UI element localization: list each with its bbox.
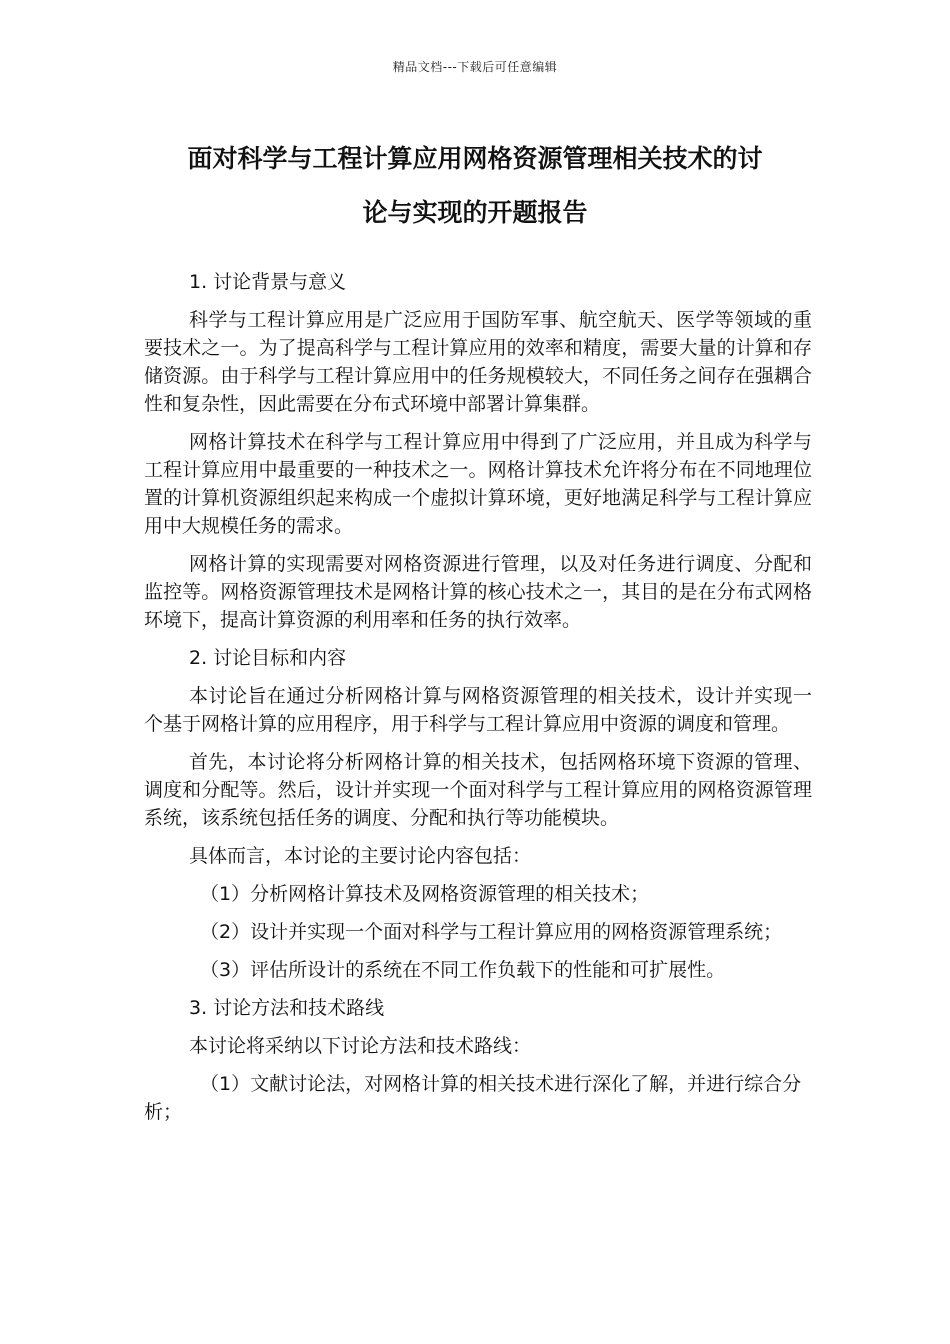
paragraph: 首先，本讨论将分析网格计算的相关技术，包括网格环境下资源的管理、调度和分配等。然后，设计并实现一个面对科学与工程计算应用的网格资源管理系统，该系统包括任务的调度、分配和执行等功能模块。: [144, 751, 812, 829]
section-heading: 2. 讨论目标和内容: [189, 647, 347, 669]
paragraph: 具体而言，本讨论的主要讨论内容包括：: [189, 845, 532, 867]
header-note: 精品文档---下载后可任意编辑: [392, 60, 558, 74]
paragraph: 网格计算的实现需要对网格资源进行管理，以及对任务进行调度、分配和监控等。网格资源管理技术是网格计算的核心技术之一，其目的是在分布式网格环境下，提高计算资源的利用率和任务的执行效率。: [144, 553, 812, 631]
title-line-2: 论与实现的开题报告: [362, 198, 588, 227]
paragraph: 科学与工程计算应用是广泛应用于国防军事、航空航天、医学等领域的重要技术之一。为了提高科学与工程计算应用的效率和精度，需要大量的计算和存储资源。由于科学与工程计算应用中的任务规模较大，不同任务之间存在强耦合性和复杂性，因此需要在分布式环境中部署计算集群。: [144, 309, 812, 415]
list-item: （2）设计并实现一个面对科学与工程计算应用的网格资源管理系统；: [200, 921, 783, 943]
paragraph: 网格计算技术在科学与工程计算应用中得到了广泛应用，并且成为科学与工程计算应用中最重要的一种技术之一。网格计算技术允许将分布在不同地理位置的计算机资源组织起来构成一个虚拟计算环境，更好地满足科学与工程计算应用中大规模任务的需求。: [144, 431, 812, 537]
list-item: （1）分析网格计算技术及网格资源管理的相关技术；: [200, 883, 650, 905]
title-line-1: 面对科学与工程计算应用网格资源管理相关技术的讨: [187, 144, 763, 173]
document-body: [144, 268, 812, 1136]
section-heading: 1. 讨论背景与意义: [189, 271, 347, 293]
paragraph: 本讨论旨在通过分析网格计算与网格资源管理的相关技术，设计并实现一个基于网格计算的应用程序，用于科学与工程计算应用中资源的调度和管理。: [144, 685, 812, 735]
document-title: [140, 132, 810, 240]
list-item: （3）评估所设计的系统在不同工作负载下的性能和可扩展性。: [200, 959, 726, 981]
section-heading: 3. 讨论方法和技术路线: [189, 997, 385, 1019]
list-item: （1）文献讨论法，对网格计算的相关技术进行深化了解，并进行综合分析；: [144, 1073, 802, 1123]
paragraph: 本讨论将采纳以下讨论方法和技术路线：: [189, 1035, 532, 1057]
